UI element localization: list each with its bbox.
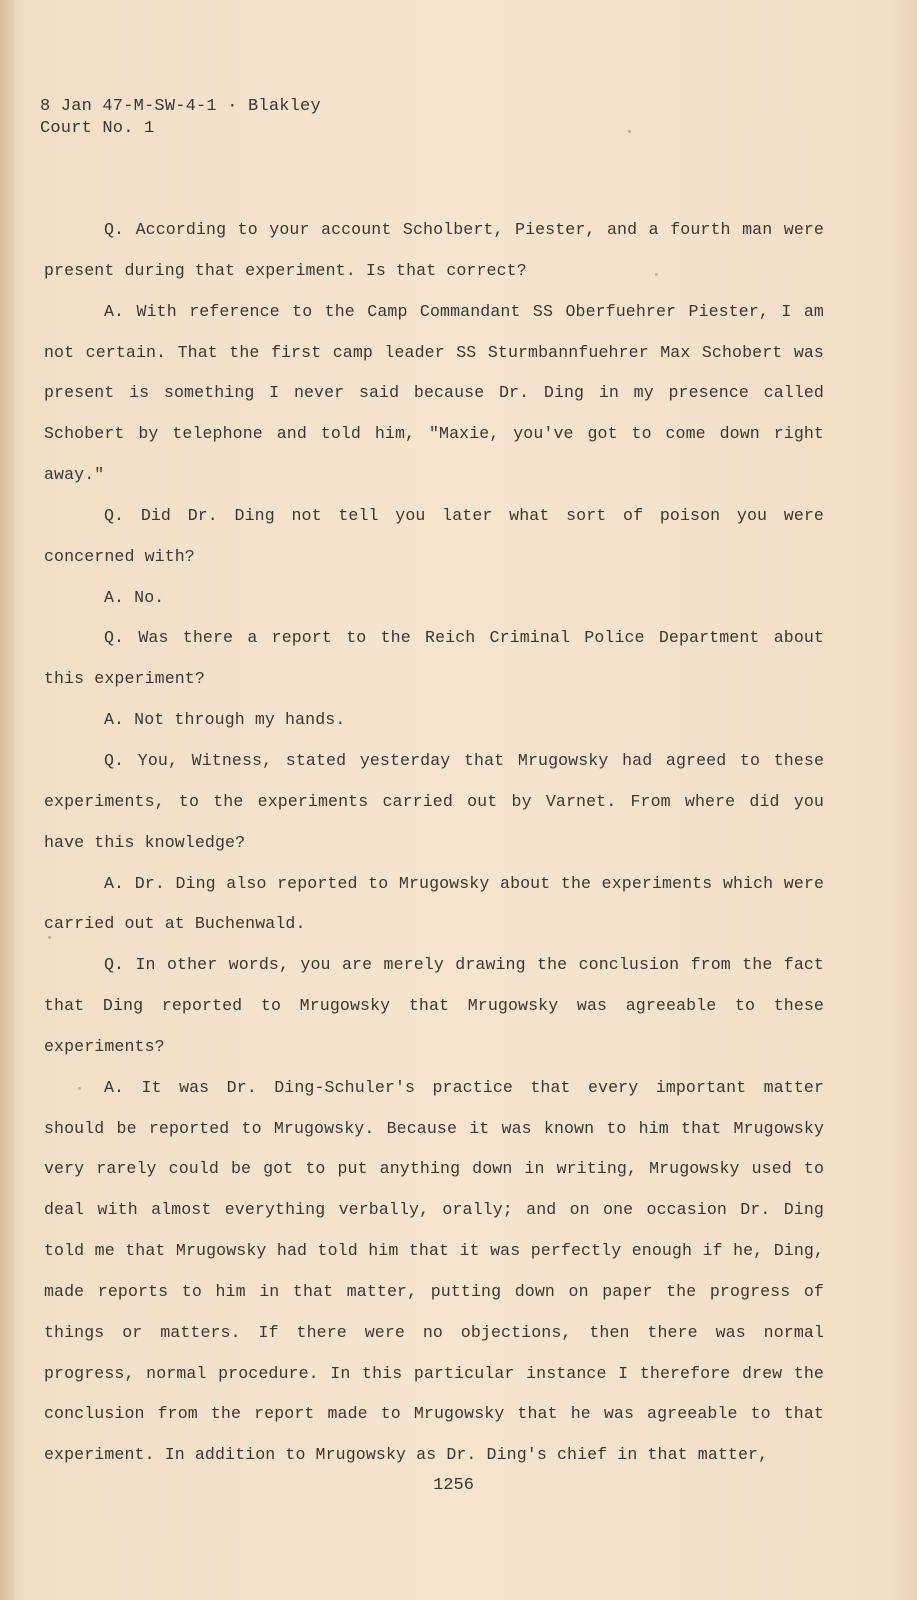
page-number	[0, 1476, 917, 1495]
paper-speck	[48, 936, 51, 939]
transcript-paragraph: A. Not through my hands.	[104, 710, 346, 730]
page-number-text: 1256	[433, 1476, 474, 1495]
paper-speck	[78, 1087, 81, 1090]
transcript-paragraph: Q. According to your account Scholbert, Piester, and a fourth man were present during that experiment. Is that correct?	[44, 220, 824, 280]
transcript-paragraph: A. No.	[104, 587, 165, 607]
transcript-paragraph: Q. In other words, you are merely drawing the conclusion from the fact that Ding reported to Mrugowsky that Mrugowsky was agreeable to these experiments?	[44, 955, 824, 1056]
transcript-paragraph: A. With reference to the Camp Commandant SS Oberfuehrer Piester, I am not certain. That the first camp leader SS Sturmbannfuehrer Max Schobert was present is something I never said because Dr. Ding in my presence called Schobert by telephone and told him, "Maxie, you've got to come down right away."	[44, 301, 824, 485]
page-binding-edge	[0, 0, 14, 1600]
transcript-paragraph: Q. You, Witness, stated yesterday that Mrugowsky had agreed to these experiments, to the experiments carried out by Varnet. From where did you have this knowledge?	[44, 750, 824, 852]
transcript-paragraph: A. It was Dr. Ding-Schuler's practice that every important matter should be reported to Mrugowsky. Because it was known to him that Mrugowsky very rarely could be got to put anything down in writing, Mrugowsky used to deal with almost everything verbally, orally; and on one occasion Dr. Ding told me that Mrugowsky had told him that it was perfectly enough if he, Ding, made reports to him in that matter, putting down on paper the progress of things or matters. If there were no objections, then there was normal progress, normal procedure. In this particular instance I therefore drew the conclusion from the report made to Mrugowsky that he was agreeable to that experiment. In addition to Mrugowsky as Dr. Ding's chief in that matter,	[44, 1077, 824, 1465]
transcript-paragraph: Q. Did Dr. Ding not tell you later what sort of poison you were concerned with?	[44, 505, 824, 566]
document-header	[40, 96, 321, 140]
header-court-line: Court No. 1	[40, 119, 155, 138]
header-reference-line: 8 Jan 47-M-SW-4-1 · Blakley	[40, 97, 321, 116]
paper-speck	[628, 130, 631, 133]
transcript-body	[44, 210, 824, 1476]
transcript-paragraph: A. Dr. Ding also reported to Mrugowsky about the experiments which were carried out at Buchenwald.	[44, 873, 824, 934]
transcript-paragraph: Q. Was there a report to the Reich Criminal Police Department about this experiment?	[44, 628, 824, 689]
paper-speck	[655, 273, 658, 276]
